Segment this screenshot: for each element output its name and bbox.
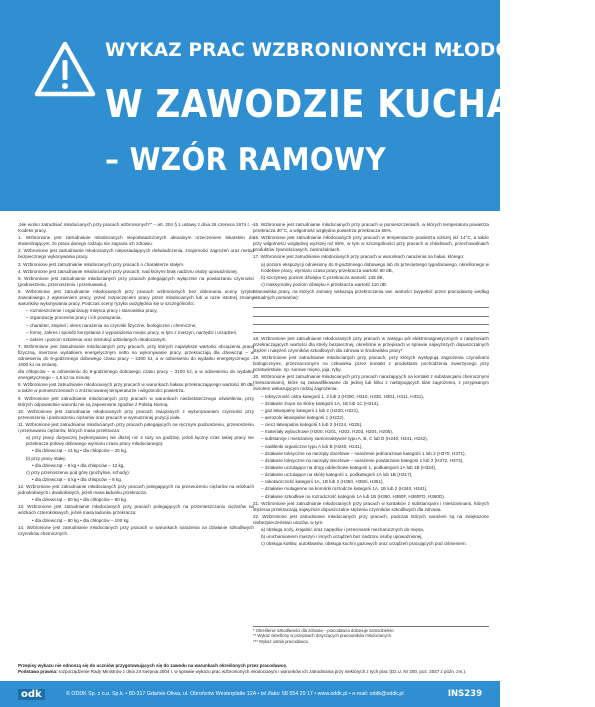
- paragraph: 16. Wzbronione jest zatrudnianie młodocianych przy pracach w temperaturze powietrza niższej niż 14°C, a także przy wilgotności względnej wyższej niż 65%, w tym w szczególności przy pracach w chłodniach, przechowalniach produktów żywnościowych, zamrażalniach.: [253, 235, 489, 253]
- paragraph: – toksyczność ostra kategorii 1, 2 lub 3 (H300, H310, H330, H301, H311, H331),: [261, 393, 425, 399]
- paragraph: – ciecz łatwopalna kategorii 1 lub 2 (H224, H225),: [261, 422, 363, 428]
- paragraph: b) uruchamianiem maszyn i innych urządzeń bez nadzoru osoby upoważnionej,: [261, 534, 423, 540]
- paragraph: – rozmieszczenie i organizację miejsca pracy i stanowiska pracy,: [26, 308, 158, 314]
- paragraph: 2. Wzbronione jest zatrudnianie młodocianych nieposiadających doświadczenia, znajomości zagrożeń oraz metod bezpiecznego wykonywania pracy.: [18, 248, 254, 260]
- publisher-contact: © ODDK Sp. z o.o. Sp.k. • 80-317 Gdańsk-Oliwa, ul. Obrońców Westerplatte 12A • tel./faks: 58 554 29 17 • www.oddk.pl • e-mail: oddk@oddk.pl: [66, 691, 404, 697]
- paragraph: c) przy przenoszeniu pod górę (pochylnie, schody):: [26, 469, 130, 475]
- paragraph: 1. Wzbronione jest zatrudnianie młodocianych niepoświadczonych aktualnym orzeczeniem lekarskim do stwierdzającym, że praca danego rodzaju nie zagraża ich zdrowiu.: [18, 235, 254, 247]
- paragraph: • dla dziewcząt – 50 kg • dla chłopców – 80 kg.: [32, 497, 128, 503]
- paragraph: c) obsługa kotłów, autoklawów, obsługa kuchni gazowych oraz urządzeń pracujących pod ciśnieniem.: [261, 541, 467, 547]
- paragraph: Stanowiska pracy, na których zamiary wskazują przekroczenia ww. wartości (wypełnić przez pracodawcę według aktualnych pomiarów):: [253, 289, 489, 301]
- paragraph: • dla dziewcząt – 14 kg • dla chłopców – 20 kg,: [32, 448, 128, 454]
- paragraph: 22. Wzbronione jest zatrudnianie młodocianych przy pracach, podczas których narażeni są na zwiększone niebezpieczeństwo urazów, w tym:: [253, 513, 489, 525]
- fill-in-line: [253, 320, 489, 325]
- paragraph: – działanie uczulające na drogi oddechowe kategorii 1, podkategorii 1A lub 1B (H334),: [261, 464, 437, 470]
- paragraph: – organizację procesów pracy i ich powiązania,: [26, 315, 122, 321]
- paragraph: 6. Wzbronione jest zatrudnianie młodocianych przy pracach wzbronionych bez dokonania oceny ryzyka zawodowego z wyłonieniem pracy, przed rozpoczęciem pracy przez młodocianych lub w razie istotnej zmiany warunków wykonywania pracy. Podczas oceny ryzyka uwzględnia się w szczególności:: [18, 289, 254, 307]
- page-title: W ZAWODZIE KUCHARZ: [105, 82, 566, 126]
- legal-basis-text: rozporządzenie Rady Ministrów z dnia 24 sierpnia 2004 r. w sprawie wykazu prac wzbronionych młodocianym i warunków ich zatrudniania przy niektórych z tych prac (Dz.U. Nr 200, poz. 2047 z późn. zm.).: [58, 668, 467, 674]
- paragraph: – działanie toksyczne na narządy docelowe – narażenie jednorazowe kategorii 1 lub 2 (H370, H371),: [261, 450, 466, 456]
- footnote-1: * Określenie szkodliwości dla zdrowia – pracodawca dokonuje samodzielnie.: [253, 628, 395, 633]
- paragraph: 19. Wzbronione jest zatrudnianie młodocianych przy pracach, przy których występują zagrożenia czynnikami biologicznymi, przeznaczonymi na człowieka przez kontakt z produktami pochodzenia zwierzęcego przy przetwórstwie, np. surowe mięso, jaja, ryby.: [253, 355, 489, 373]
- paragraph: – aerozole łatwopalne kategorii 1 (H222),: [261, 415, 345, 420]
- paragraph: 3. Wzbronione jest zatrudnianie młodocianych przy pracach o charakterze stałym.: [18, 261, 185, 267]
- paragraph: – nadtlenki organiczne typu A lub B (H240, H241),: [261, 443, 363, 449]
- paragraph: 15. Wzbronione jest zatrudnianie młodocianych przy pracach w pomieszczeniach, w których temperatura powietrza przekracza 30°C, a wilgotność względna powietrza przekracza 65%.: [253, 222, 489, 234]
- legal-basis: [18, 663, 488, 675]
- document-code: INS239: [447, 689, 482, 699]
- paragraph: – działanie uczulające na skórę kategorii 1, podkategorii 1A lub 1B (H317),: [261, 472, 413, 478]
- paragraph: dla chłopców – w odniesieniu do 8-godzinnego dobowego czasu pracy – 3100 kJ, a w odniesieniu do wydatku energetycznego – 1,5 kJ na minutę.: [18, 369, 254, 381]
- header-template-label: – WZÓR RAMOWY: [105, 142, 386, 178]
- paragraph: a) obsługa noży, krajalnic oraz napędów i przecinarek mechanicznych do mięsa,: [261, 527, 425, 533]
- fill-in-line: [253, 328, 489, 333]
- footnote-2: ** Wykaz określony w przepisach dotyczących pracowników młodocianych.: [253, 633, 393, 639]
- paragraph: – gaz łatwopalny kategorii 1 lub 2 (H220, H221),: [261, 407, 360, 413]
- left-column-text: [18, 222, 254, 660]
- paragraph: c) maksymalny poziom dźwięku A przekracza wartość 110 dB.: [261, 281, 388, 287]
- header-banner: [0, 0, 595, 211]
- paragraph: – działanie mutagenne na komórki rozrodcze kategorii 1A, 1B lub 2 (H340, H341),: [261, 486, 428, 492]
- paragraph: 5. Wzbronione jest zatrudnianie młodocianych przy pracach polegających wyłącznie na powtarzaniu czynności (podnoszeniu, przenoszeniu i przesuwaniu).: [18, 275, 254, 287]
- footnote-separator: [253, 626, 489, 627]
- paragraph: 11. Wzbronione jest zatrudnianie młodocianych przy pracach polegających na ręcznym podnoszeniu, przenoszeniu i przesuwaniu ciężarów, których masa przekracza:: [18, 422, 254, 434]
- paragraph: b) przy pracy stałej:: [26, 455, 66, 461]
- paragraph: 12. Wzbronione jest zatrudnianie młodocianych przy pracach polegających na przewożeniu ciężarów na wózkach jednokołowych i dwukołowych, jeżeli masa ładunku przekracza:: [18, 484, 254, 496]
- paragraph: 18. Wzbronione jest zatrudnianie młodocianych przy pracach w zasięgu pól elektromagnetycznych o natężeniach przekraczających wartości dla strefy bezpiecznej, określone w przepisach w sprawie najwyższych dopuszczalnych stężeń i natężeń czynników szkodliwych dla zdrowia w środowisku pracy*.: [253, 335, 489, 353]
- paragraph: 8. Wzbronione jest zatrudnianie młodocianych przy pracach w warunkach hałasu przekraczającego wartości 80 dB, a także w pomieszczeniach o zróżnicowanej temperaturze i wilgotności powietrza.: [18, 382, 254, 394]
- paragraph: a) przy pracy dorywczej (wykonywanej nie dłużej niż 4 razy na godzinę, jeżeli łączny czas takiej pracy nie przekracza połowy dobowego wymiaru czasu pracy młodocianego):: [26, 435, 254, 447]
- paragraph: – zakres i poziom szkolenia oraz instrukcji udzielanych młodocianym.: [26, 336, 167, 342]
- paragraph: 10. Wzbronione jest zatrudnianie młodocianych przy pracach związanych z wykonywaniem czynności przy przenoszeniu i podnoszeniu ciężarów oraz pracach w wymuszonej pozycji ciała.: [18, 408, 254, 420]
- paragraph: – materiały wybuchowe (H200, H201, H202, H203, H204, H205),: [261, 429, 394, 435]
- paragraph: – substancje i mieszaniny samoreaktywne typu A, B, C lub D (H240, H241, H242),: [261, 436, 428, 442]
- legal-note: Przepisy wykazu nie odnoszą się do uczniów przygotowujących się do zawodu na warunkach określonych przez pracodawcę.: [18, 663, 288, 668]
- footnote-3: *** Wykaz ustala pracodawca.: [253, 638, 309, 644]
- paragraph: „Nie wolno zatrudniać młodocianych przy pracach wzbronionych*” – art. 204 § 1 ustawy z dnia 26 czerwca 1974 r. – Kodeks pracy.: [18, 222, 254, 234]
- publisher-logo: odk: [18, 689, 45, 700]
- paragraph: • dla dziewcząt – 5 kg • dla chłopców – 8 kg.: [32, 476, 123, 482]
- paragraph: 14. Wzbronione jest zatrudnianie młodocianych przy pracach w warunkach narażenia na działanie szkodliwych czynników chemicznych.: [18, 524, 254, 536]
- header-subtitle: WYKAZ PRAC WZBRONIONYCH MŁODOCIANYM: [105, 40, 595, 61]
- paragraph: – działanie szkodliwe na rozrodczość kategorii 1A lub 1B (H360, H360F, H360FD, H360D).: [261, 493, 446, 499]
- paragraph: b) szczytowy poziom dźwięku C przekracza wartość 135 dB,: [261, 274, 384, 280]
- paragraph: 20. Wzbronione jest zatrudnianie młodocianych przy pracach narażających na kontakt z substancjami chemicznymi (mieszaninami), które są zakwalifikowane do jednej lub kilku z następujących klas zagrożenia, z przypisanym zwrotem wskazującym rodzaj zagrożenia:: [253, 374, 489, 392]
- warning-triangle-icon: [34, 41, 96, 97]
- legal-basis-label: Podstawa prawna:: [18, 668, 58, 674]
- paragraph: – rakotwórczość kategorii 1A, 1B lub 2 (H350, H350i, H351),: [261, 479, 384, 485]
- paragraph: 13. Wzbronione jest zatrudnianie młodocianych przy pracach polegających na przemieszczaniu ciężarów na wózkach czterokołowych, jeżeli masa ładunku przekracza:: [18, 504, 254, 516]
- paragraph: – charakter, stopień i okres narażenia na czynniki fizyczne, biologiczne i chemiczne,: [26, 322, 197, 328]
- paragraph: 4. Wzbronione jest zatrudnianie młodocianych przy pracach, nad którymi brak nadzoru osoby upoważnionej.: [18, 268, 238, 274]
- fill-in-line: [253, 311, 489, 316]
- paragraph: – działanie toksyczne na narządy docelowe – narażenie powtarzane kategorii 1 lub 2 (H372, H373),: [261, 457, 464, 463]
- paragraph: 21. Wzbronione jest zatrudnianie młodocianych przy pracach w kontakcie z substancjami i mieszaninami, których stężenia przekraczają najwyższe dopuszczalne stężenia czynników szkodliwych dla zdrowia.: [253, 500, 489, 512]
- paragraph: – działanie żrące na skórę kategorii 1A, 1B lub 1C (H314),: [261, 400, 380, 406]
- paragraph: a) poziom ekspozycji odniesiony do 8-godzinnego dobowego lub do przeciętnego tygodniowego, określonego w Kodeksie pracy, wymiaru czasu pracy przekracza wartość 80 dB,: [261, 261, 489, 273]
- paragraph: 17. Wzbronione jest zatrudnianie młodocianych przy pracach w warunkach narażenia na hałas, którego:: [253, 254, 465, 260]
- footer-bar: [0, 681, 500, 707]
- footnotes: [253, 626, 489, 644]
- fill-in-line: [253, 303, 489, 308]
- paragraph: • dla dziewcząt – 80 kg • dla chłopców – 100 kg.: [32, 517, 130, 523]
- paragraph: 9. Wzbronione jest zatrudnianie młodocianych przy pracach w warunkach niedostatecznego oświetlenia, przy których odpowiednie warunki nie są zapewnione zgodnie z Polską Normą.: [18, 395, 254, 407]
- paragraph: • dla dziewcząt – 8 kg • dla chłopców – 12 kg,: [32, 462, 125, 468]
- right-column-text: [253, 222, 489, 660]
- paragraph: – formę, zakres i sposób korzystania z wyposażenia miejsc pracy, w tym z maszyn, narzędzi i urządzeń,: [26, 329, 238, 335]
- paragraph: 7. Wzbronione jest zatrudnianie młodocianych przy pracach, przy których największe wartości obciążenia pracą fizyczną, mierzone wydatkiem energetycznym netto na wykonywanie pracy, przekraczają dla dziewcząt – w odniesieniu do 8-godzinnego dobowego czasu pracy – 2300 kJ, a w odniesieniu do wydatku energetycznego – 1000 kJ na zmianę,: [18, 343, 254, 368]
